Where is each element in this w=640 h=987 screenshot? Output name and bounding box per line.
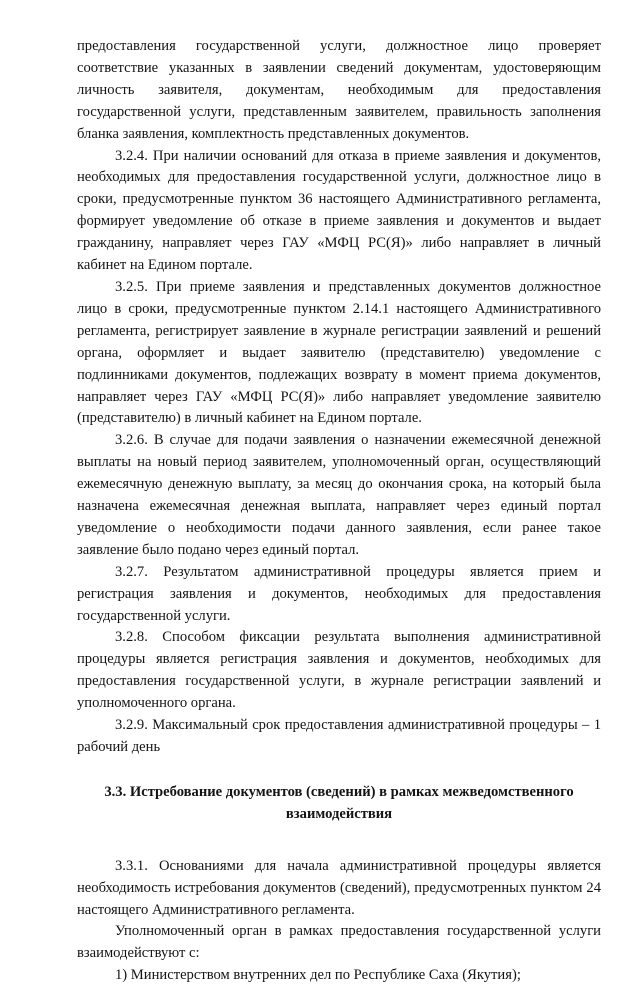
paragraph-continuation: предоставления государственной услуги, должностное лицо проверяет соответствие указанных в заявлении сведений документам, удостоверяющим личность заявителя, документам, необходимым для предоставления государственной услуги, представленным заявителем, правильность заполнения бланка заявления, комплектность представленных документов. [77, 38, 601, 142]
paragraph-3-2-9: 3.2.9. Максимальный срок предоставления административной процедуры – 1 рабочий день [77, 717, 601, 755]
list-item-1: 1) Министерством внутренних дел по Республике Саха (Якутия); [115, 967, 521, 984]
paragraph-interaction-intro: Уполномоченный орган в рамках предоставления государственной услуги взаимодействуют с: [77, 923, 601, 962]
paragraph-3-2-4: 3.2.4. При наличии оснований для отказа в приеме заявления и документов, необходимых для предоставления государственной услуги, должностное лицо в сроки, предусмотренные пунктом 36 настоящего Административного регламента, формирует уведомление об отказе в приеме заявления и документов и выдает гражданину, направляет через ГАУ «МФЦ РС(Я)» либо направляет в личный кабинет на Едином портале. [77, 147, 601, 274]
document-page [77, 36, 601, 987]
paragraph-3-2-8: 3.2.8. Способом фиксации результата выполнения административной процедуры является регистрация заявления и документов, необходимых для предоставления государственной услуги, в журнале регистрации заявлений и уполномоченного органа. [77, 629, 601, 712]
paragraph-3-3-1: 3.3.1. Основаниями для начала административной процедуры является необходимость истребования документов (сведений), предусмотренных пунктом 24 настоящего Административного регламента. [77, 857, 601, 918]
paragraph-3-2-6: 3.2.6. В случае для подачи заявления о назначении ежемесячной денежной выплаты на новый период заявителем, уполномоченный орган, осуществляющий ежемесячную денежную выплату, за месяц до окончания срока, на который была назначена ежемесячная денежная выплата, направляет через единый портал уведомление о необходимости подачи данного заявления, если ранее такое заявление было подано через единый портал. [77, 432, 601, 558]
section-heading-3-3: 3.3. Истребование документов (сведений) в рамках межведомственного взаимодействия [104, 783, 574, 822]
paragraph-3-2-7: 3.2.7. Результатом административной процедуры является прием и регистрация заявления и документов, необходимых для предоставления государственной услуги. [77, 563, 601, 624]
paragraph-3-2-5: 3.2.5. При приеме заявления и представленных документов должностное лицо в сроки, предусмотренные пунктом 2.14.1 настоящего Административного регламента, регистрирует заявление в журнале регистрации заявлений и решений органа, оформляет и выдает заявителю (представителю) уведомление с подлинниками документов, подлежащих возврату в момент приема документов, направляет через ГАУ «МФЦ РС(Я)» либо направляет уведомление заявителю (представителю) в личный кабинет на Едином портале. [77, 278, 601, 427]
